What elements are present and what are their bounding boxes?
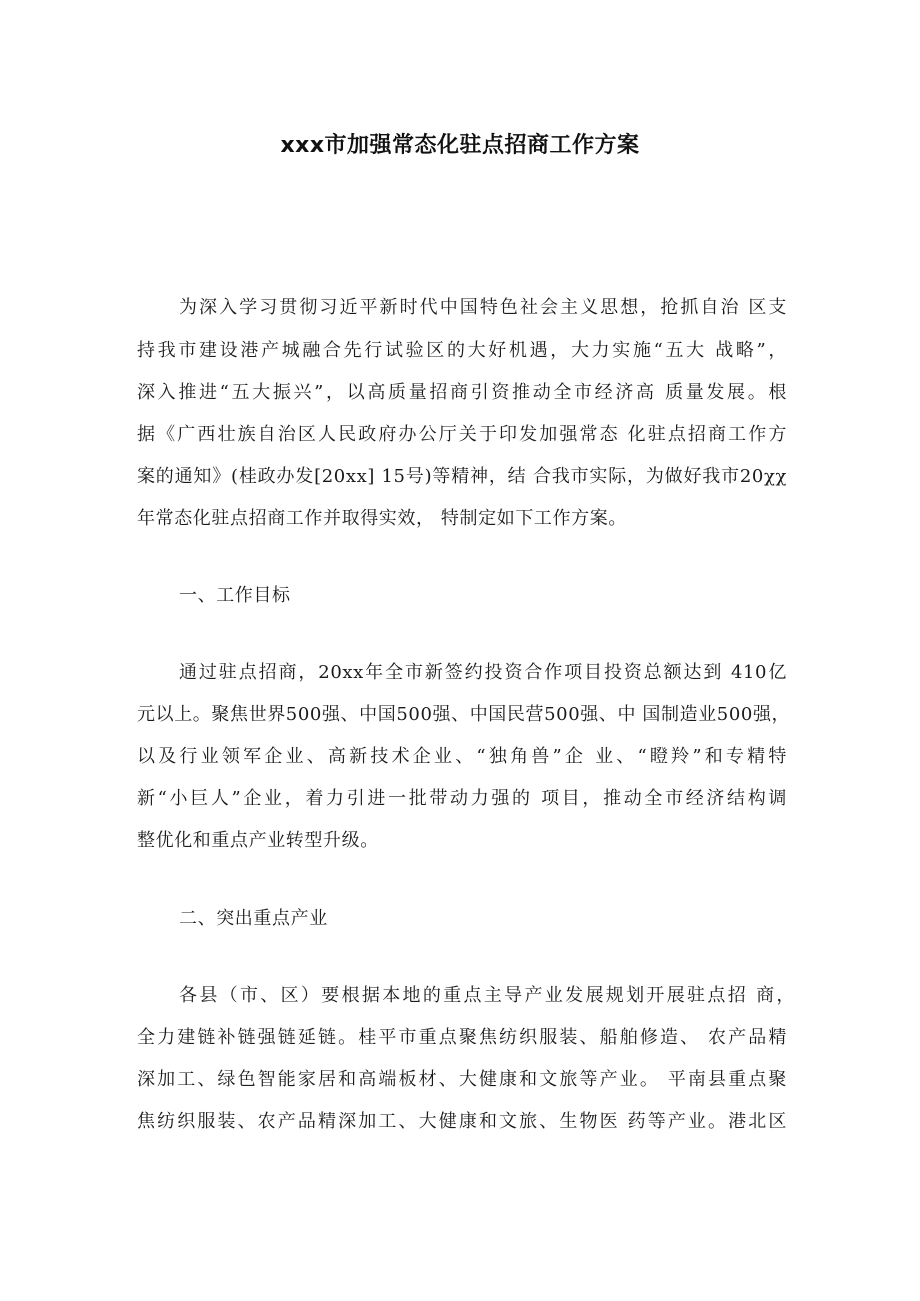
paragraph-line: 深入推进“五大振兴”，以高质量招商引资推动全市经济高 质量发展。根: [137, 382, 787, 403]
paragraph-line: 元以上。聚焦世界500强、中国500强、中国民营500强、中 国制造业500强，: [137, 704, 791, 725]
paragraph-line: 各县（市、区）要根据本地的重点主导产业发展规划开展驻点招 商，: [179, 985, 795, 1006]
paragraph-line: 全力建链补链强链延链。桂平市重点聚焦纺织服装、船舶修造、 农产品精: [137, 1027, 787, 1048]
paragraph-line: 为深入学习贯彻习近平新时代中国特色社会主义思想，抢抓自治 区支: [179, 297, 787, 318]
paragraph-line: 持我市建设港产城融合先行试验区的大好机遇，大力实施“五大 战略”，: [137, 340, 787, 361]
paragraph-line: 深加工、绿色智能家居和高端板材、大健康和文旅等产业。 平南县重点聚: [137, 1069, 787, 1090]
paragraph-line: 整优化和重点产业转型升级。: [137, 830, 379, 851]
paragraph-line: 据《广西壮族自治区人民政府办公厅关于印发加强常态 化驻点招商工作方: [137, 424, 787, 445]
document-title: xxx市加强常态化驻点招商工作方案: [280, 133, 640, 158]
paragraph-line: 焦纺织服装、农产品精深加工、大健康和文旅、生物医 药等产业。港北区: [137, 1111, 787, 1132]
section-heading: 二、突出重点产业: [179, 908, 328, 929]
paragraph-line: 年常态化驻点招商工作并取得实效， 特制定如下工作方案。: [137, 508, 627, 529]
paragraph-line: 案的通知》(桂政办发[20xx] 15号)等精神，结 合我市实际，为做好我市20χχ: [137, 466, 787, 487]
section-heading: 一、工作目标: [179, 585, 291, 606]
paragraph-line: 通过驻点招商，20xx年全市新签约投资合作项目投资总额达到 410亿: [179, 662, 787, 683]
paragraph-line: 以及行业领军企业、高新技术企业、“独角兽”企 业、“瞪羚”和专精特: [137, 746, 787, 767]
paragraph-line: 新“小巨人”企业，着力引进一批带动力强的 项目，推动全市经济结构调: [137, 788, 787, 809]
